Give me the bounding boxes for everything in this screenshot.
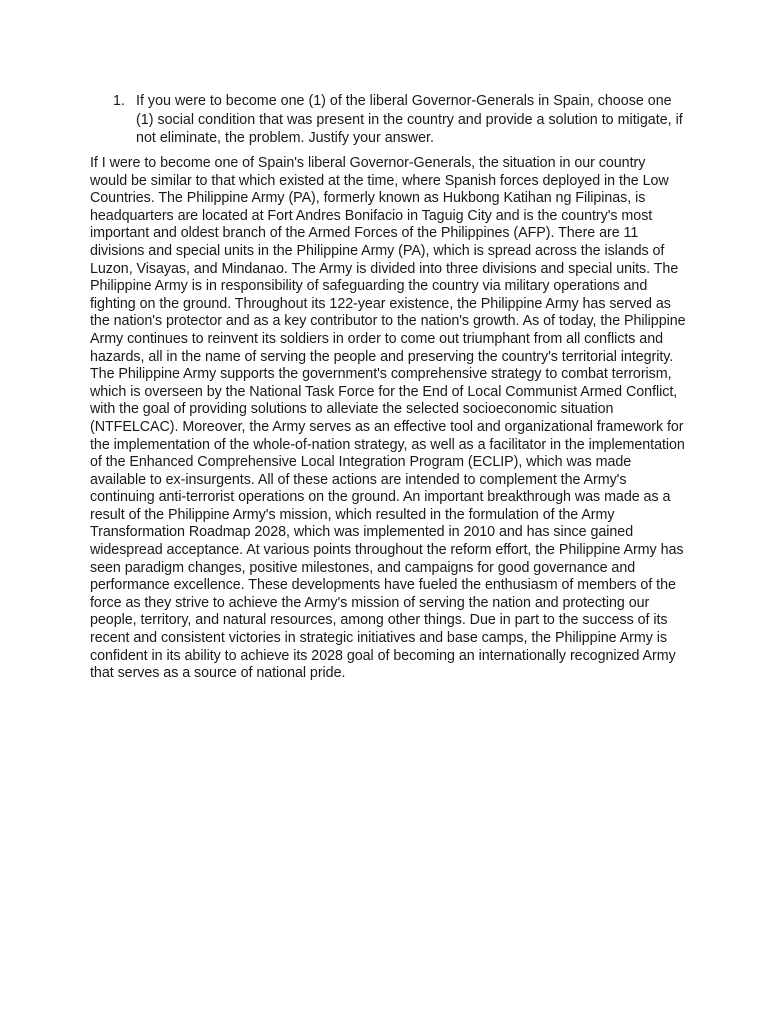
question-number: 1. xyxy=(113,93,125,109)
answer-paragraph: If I were to become one of Spain's liberal Governor-Generals, the situation in our country would be similar to that which existed at the time, where Spanish forces deployed in the Low Countries. The Philippine Army (PA), formerly known as Hukbong Katihan ng Filipinas, is headquarters are located at Fort Andres Bonifacio in Taguig City and is the country's most important and oldest branch of the Armed Forces of the Philippines (AFP). There are 11 divisions and special units in the Philippine Army (PA), which is spread across the islands of Luzon, Visayas, and Mindanao. The Army is divided into three divisions and special units. The Philippine Army is in responsibility of safeguarding the country via military operations and fighting on the ground. Throughout its 122-year existence, the Philippine Army has served as the nation's protector and as a key contributor to the nation's growth. As of today, the Philippine Army continues to reinvent its soldiers in order to come out triumphant from all conflicts and hazards, all in the name of serving the people and preserving the country's territorial integrity. The Philippine Army supports the government's comprehensive strategy to combat terrorism, which is overseen by the National Task Force for the End of Local Communist Armed Conflict, with the goal of providing solutions to alleviate the selected socioeconomic situation (NTFELCAC). Moreover, the Army serves as an effective tool and organizational framework for the implementation of the whole-of-nation strategy, as well as a facilitator in the implementation of the Enhanced Comprehensive Local Integration Program (ECLIP), which was made available to ex-insurgents. All of these actions are intended to complement the Army's continuing anti-terrorist operations on the ground. An important breakthrough was made as a result of the Philippine Army's mission, which resulted in the formulation of the Army Transformation Roadmap 2028, which was implemented in 2010 and has since gained widespread acceptance. At various points throughout the reform effort, the Philippine Army has seen paradigm changes, positive milestones, and campaigns for good governance and performance excellence. These developments have fueled the enthusiasm of members of the force as they strive to achieve the Army's mission of serving the nation and protecting our people, territory, and natural resources, among other things. Due in part to the success of its recent and consistent victories in strategic initiatives and base camps, the Philippine Army is confident in its ability to achieve its 2028 goal of becoming an internationally recognized Army that serves as a source of national pride. xyxy=(90,155,686,682)
question-text: If you were to become one (1) of the liberal Governor-Generals in Spain, choose one (1) social condition that was present in the country and provide a solution to mitigate, if not eliminate, the problem. Justify your answer. xyxy=(136,93,683,147)
question-item xyxy=(113,92,683,148)
